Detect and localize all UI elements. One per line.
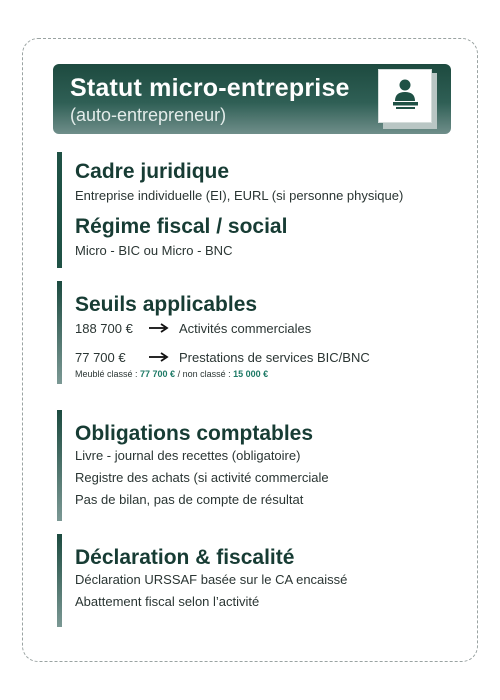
- seuil-row: [75, 320, 370, 336]
- meuble-note: [75, 369, 370, 379]
- section-seuils: [57, 281, 370, 384]
- badge: [378, 69, 432, 123]
- arrow-right-icon: [149, 323, 179, 333]
- obligation-line: Livre - journal des recettes (obligatoire): [75, 448, 301, 463]
- declaration-line: Déclaration URSSAF basée sur le CA encaissé: [75, 572, 348, 587]
- seuil-amount: 188 700 €: [75, 320, 133, 336]
- section-declaration: [57, 534, 347, 627]
- obligations-title: Obligations comptables: [75, 422, 314, 445]
- section-cadre-regime: [57, 152, 403, 268]
- note-middle: / non classé :: [175, 369, 234, 379]
- obligation-line: Registre des achats (si activité commerciale: [75, 470, 329, 485]
- section-obligations: [57, 410, 329, 521]
- regime-text: Micro - BIC ou Micro - BNC: [75, 243, 233, 258]
- seuil-row: [75, 349, 370, 365]
- info-card: [22, 38, 478, 662]
- seuil-label: Activités commerciales: [179, 320, 312, 336]
- arrow-right-icon: [149, 352, 179, 362]
- declaration-title: Déclaration & fiscalité: [75, 546, 295, 569]
- regime-title: Régime fiscal / social: [75, 215, 288, 238]
- obligation-line: Pas de bilan, pas de compte de résultat: [75, 492, 304, 507]
- page-subtitle: (auto-entrepreneur): [70, 105, 227, 125]
- cadre-text: Entreprise individuelle (EI), EURL (si personne physique): [75, 188, 404, 203]
- page-title: Statut micro-entreprise: [70, 74, 350, 102]
- note-value-classe: 77 700 €: [140, 369, 176, 379]
- seuil-amount: 77 700 €: [75, 349, 126, 365]
- seuils-title: Seuils applicables: [75, 293, 258, 316]
- note-value-non-classe: 15 000 €: [233, 369, 269, 379]
- note-prefix: Meublé classé :: [75, 369, 141, 379]
- header-banner: [53, 64, 451, 134]
- cadre-title: Cadre juridique: [75, 160, 230, 183]
- seuil-label: Prestations de services BIC/BNC: [179, 349, 370, 365]
- declaration-line: Abattement fiscal selon l’activité: [75, 594, 260, 609]
- person-at-desk-icon: [379, 70, 433, 124]
